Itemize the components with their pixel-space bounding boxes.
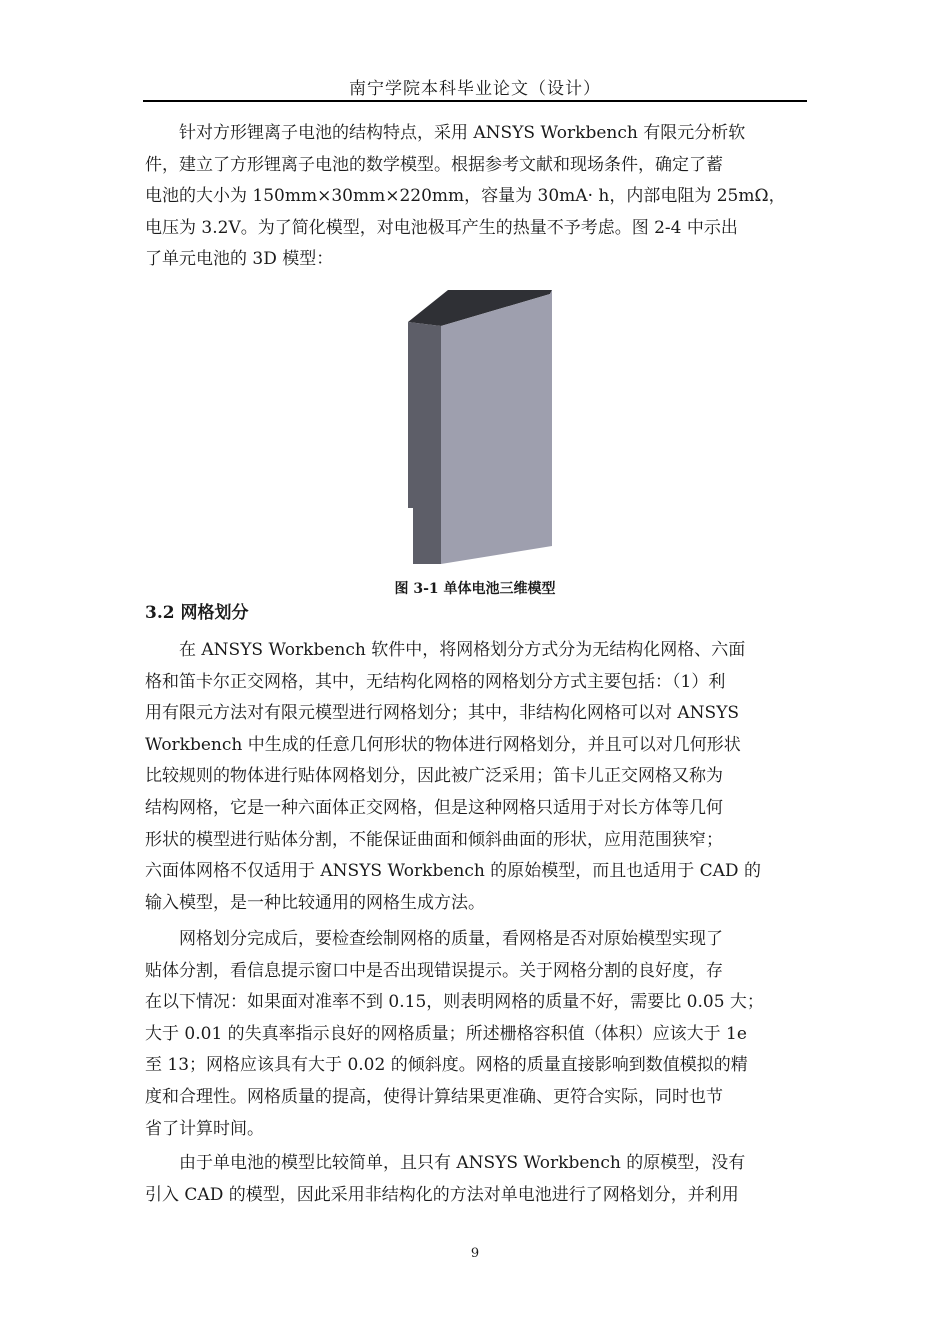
paragraph-intro: [145, 118, 807, 276]
text-line: 引入 CAD 的模型，因此采用非结构化的方法对单电池进行了网格划分，并利用: [145, 1184, 739, 1205]
text-line: 大于 0.01 的失真率指示良好的网格质量；所述栅格容积值（体积）应该大于 1e: [145, 1023, 747, 1044]
text-line: 格和笛卡尔正交网格，其中，无结构化网格的网格划分方式主要包括：（1）利: [145, 671, 726, 692]
text-line: 了单元电池的 3D 模型：: [145, 249, 334, 270]
text-line: 用有限元方法对有限元模型进行网格划分；其中，非结构化网格可以对 ANSYS: [145, 703, 740, 724]
paragraph-mesh-quality: [145, 924, 807, 1145]
battery-side-face: [408, 322, 441, 564]
paragraph-meshing-methods: [145, 635, 807, 919]
figure-caption: 图 3-1 单体电池三维模型: [394, 581, 556, 597]
battery-front-face: [441, 290, 552, 564]
text-line: 省了计算时间。: [145, 1118, 264, 1139]
text-line: 电压为 3.2V。为了简化模型，对电池极耳产生的热量不予考虑。图 2-4 中示出: [145, 217, 738, 238]
text-line: 至 13；网格应该具有大于 0.02 的倾斜度。网格的质量直接影响到数值模拟的精: [145, 1055, 748, 1076]
text-line: 度和合理性。网格质量的提高，使得计算结果更准确、更符合实际，同时也节: [145, 1086, 723, 1107]
text-line: 在以下情况：如果面对准率不到 0.15，则表明网格的质量不好，需要比 0.05 大；: [145, 992, 764, 1013]
text-line: 在 ANSYS Workbench 软件中，将网格划分方式分为无结构化网格、六面: [145, 640, 746, 660]
text-line: 电池的大小为 150mm×30mm×220mm，容量为 30mA· h，内部电阻为 25mΩ，: [145, 186, 786, 207]
text-line: 比较规则的物体进行贴体网格划分，因此被广泛采用；笛卡儿正交网格又称为: [145, 766, 723, 787]
header-rule: [143, 100, 807, 102]
text-line: 输入模型，是一种比较通用的网格生成方法。: [145, 892, 485, 913]
text-line: 由于单电池的模型比较简单，且只有 ANSYS Workbench 的原模型，没有: [145, 1153, 746, 1173]
text-line: 形状的模型进行贴体分割，不能保证曲面和倾斜曲面的形状，应用范围狭窄；: [145, 829, 723, 850]
text-line: 件，建立了方形锂离子电池的数学模型。根据参考文献和现场条件，确定了蓄: [145, 154, 723, 175]
section-heading: 3.2 网格划分: [145, 603, 249, 623]
battery-3d-model-figure: [405, 282, 557, 567]
page-number: 9: [470, 1246, 480, 1261]
text-line: 贴体分割，看信息提示窗口中是否出现错误提示。关于网格分割的良好度，存: [145, 960, 723, 981]
text-line: 结构网格，它是一种六面体正交网格，但是这种网格只适用于对长方体等几何: [145, 797, 723, 818]
text-line: 六面体网格不仅适用于 ANSYS Workbench 的原始模型，而且也适用于 CAD 的: [145, 861, 761, 882]
text-line: 针对方形锂离子电池的结构特点，采用 ANSYS Workbench 有限元分析软: [145, 123, 746, 143]
text-line: 网格划分完成后，要检查绘制网格的质量，看网格是否对原始模型实现了: [145, 929, 723, 949]
text-line: Workbench 中生成的任意几何形状的物体进行网格划分，并且可以对几何形状: [145, 734, 741, 755]
paragraph-single-cell-mesh: [145, 1148, 807, 1211]
running-header: 南宁学院本科毕业论文（设计）: [349, 79, 601, 99]
